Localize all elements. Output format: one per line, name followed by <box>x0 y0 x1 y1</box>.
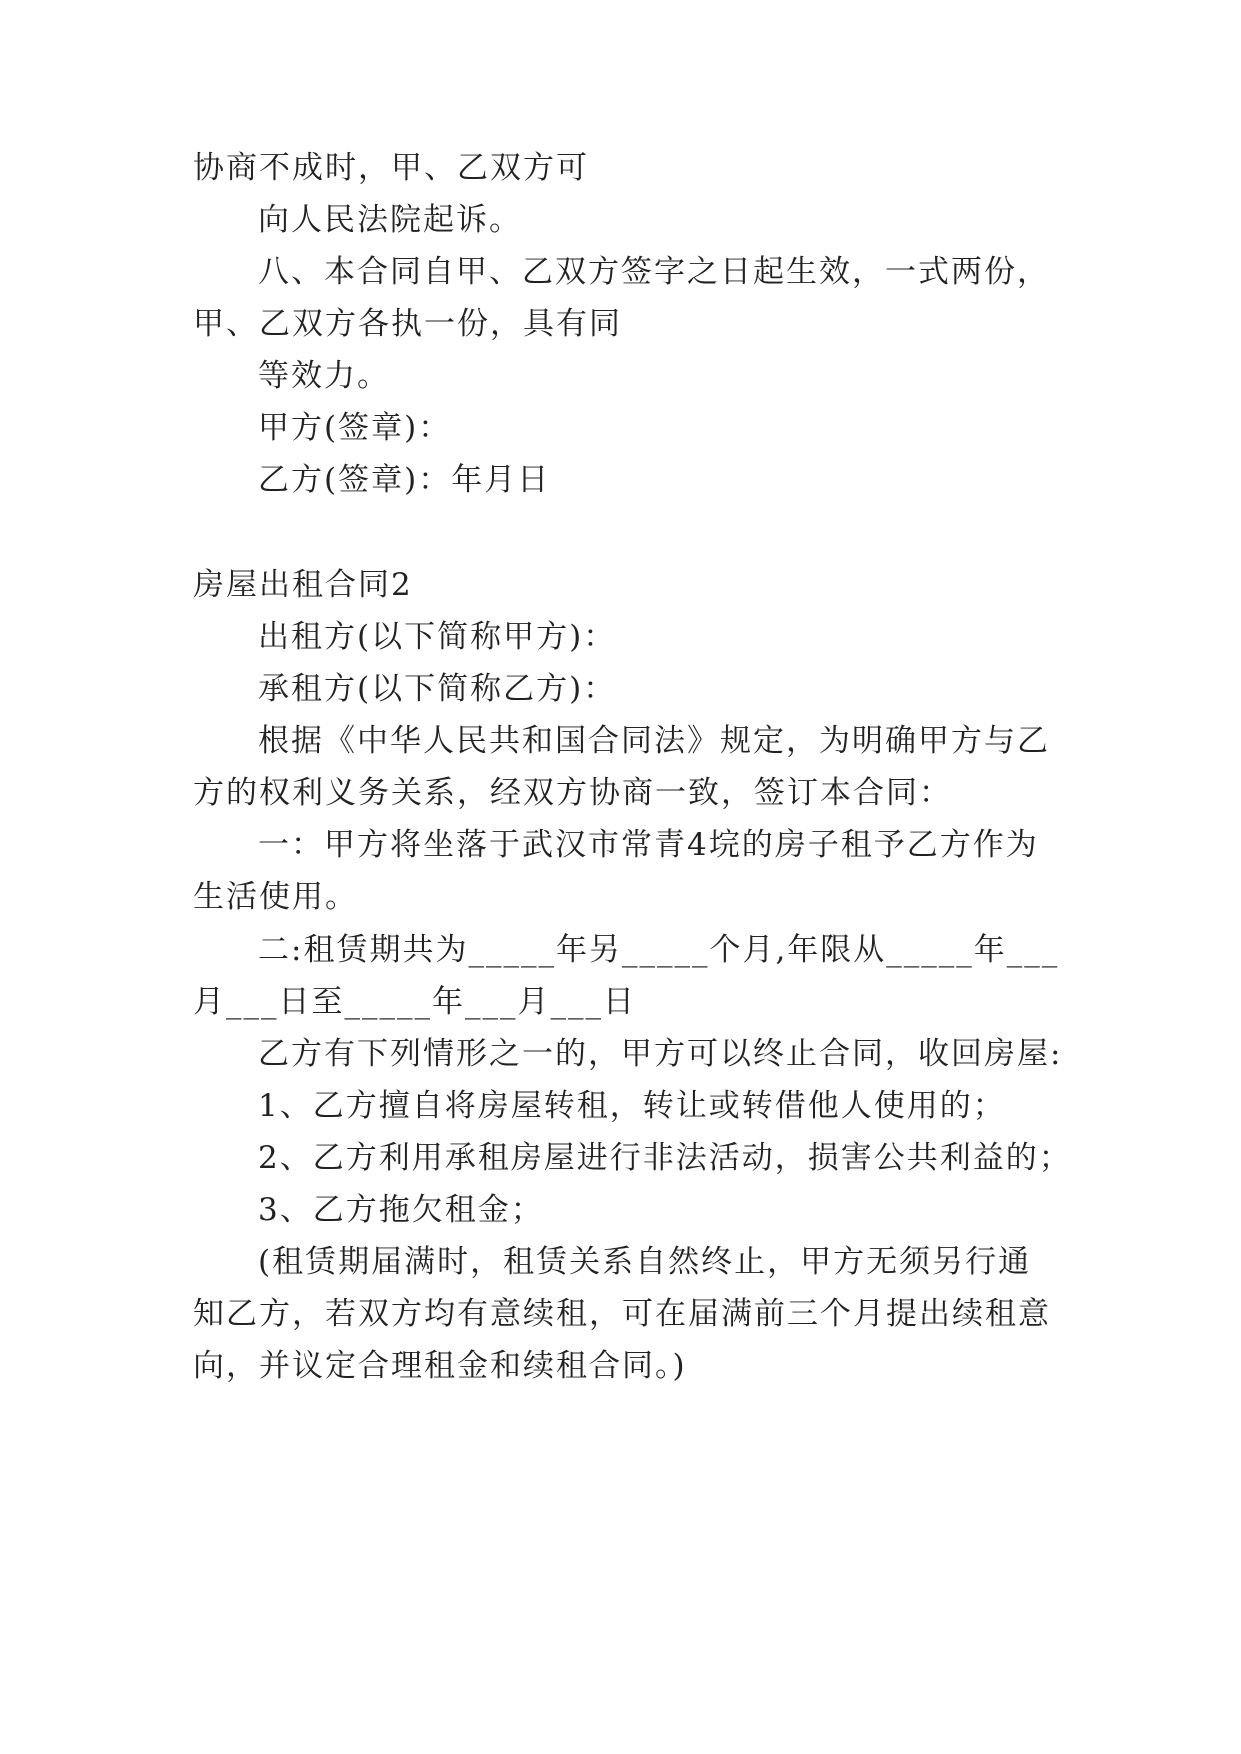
text-line: 等效力。 <box>258 358 390 394</box>
list-item: 1、乙方擅自将房屋转租，转让或转借他人使用的； <box>258 1088 1006 1124</box>
text-line: 乙方有下列情形之一的，甲方可以终止合同，收回房屋: <box>258 1036 1063 1072</box>
text-line: 承租方(以下简称乙方)： <box>258 671 617 707</box>
text-line: 甲、乙双方各执一份，具有同 <box>193 306 622 342</box>
section-title: 房屋出租合同2 <box>193 567 413 603</box>
text-line: 月___日至_____年___月___日 <box>193 984 636 1020</box>
text-line: 向人民法院起诉。 <box>258 202 522 238</box>
text-line: 知乙方，若双方均有意续租，可在届满前三个月提出续租意 <box>193 1296 1051 1332</box>
text-line: 二:租赁期共为_____年另_____个月,年限从_____年___ <box>258 932 1060 968</box>
text-line: 协商不成时，甲、乙双方可 <box>193 150 589 186</box>
text-line: 方的权利义务关系，经双方协商一致，签订本合同： <box>193 775 952 811</box>
signature-line-party-a: 甲方(签章)： <box>258 410 452 446</box>
signature-line-party-b: 乙方(签章)：年月日 <box>258 462 551 498</box>
text-line: 一：甲方将坐落于武汉市常青4垸的房子租予乙方作为 <box>258 827 1039 863</box>
list-item: 2、乙方利用承租房屋进行非法活动，损害公共利益的； <box>258 1140 1072 1176</box>
list-item: 3、乙方拖欠租金； <box>258 1192 544 1228</box>
text-line: 八、本合同自甲、乙双方签字之日起生效，一式两份， <box>258 254 1050 290</box>
text-line: (租赁期届满时，租赁关系自然终止，甲方无须另行通 <box>258 1244 1032 1280</box>
text-line: 生活使用。 <box>193 879 358 915</box>
text-line: 根据《中华人民共和国合同法》规定，为明确甲方与乙 <box>258 723 1050 759</box>
text-line: 出租方(以下简称甲方)： <box>258 619 617 655</box>
text-line: 向，并议定合理租金和续租合同。) <box>193 1348 687 1384</box>
